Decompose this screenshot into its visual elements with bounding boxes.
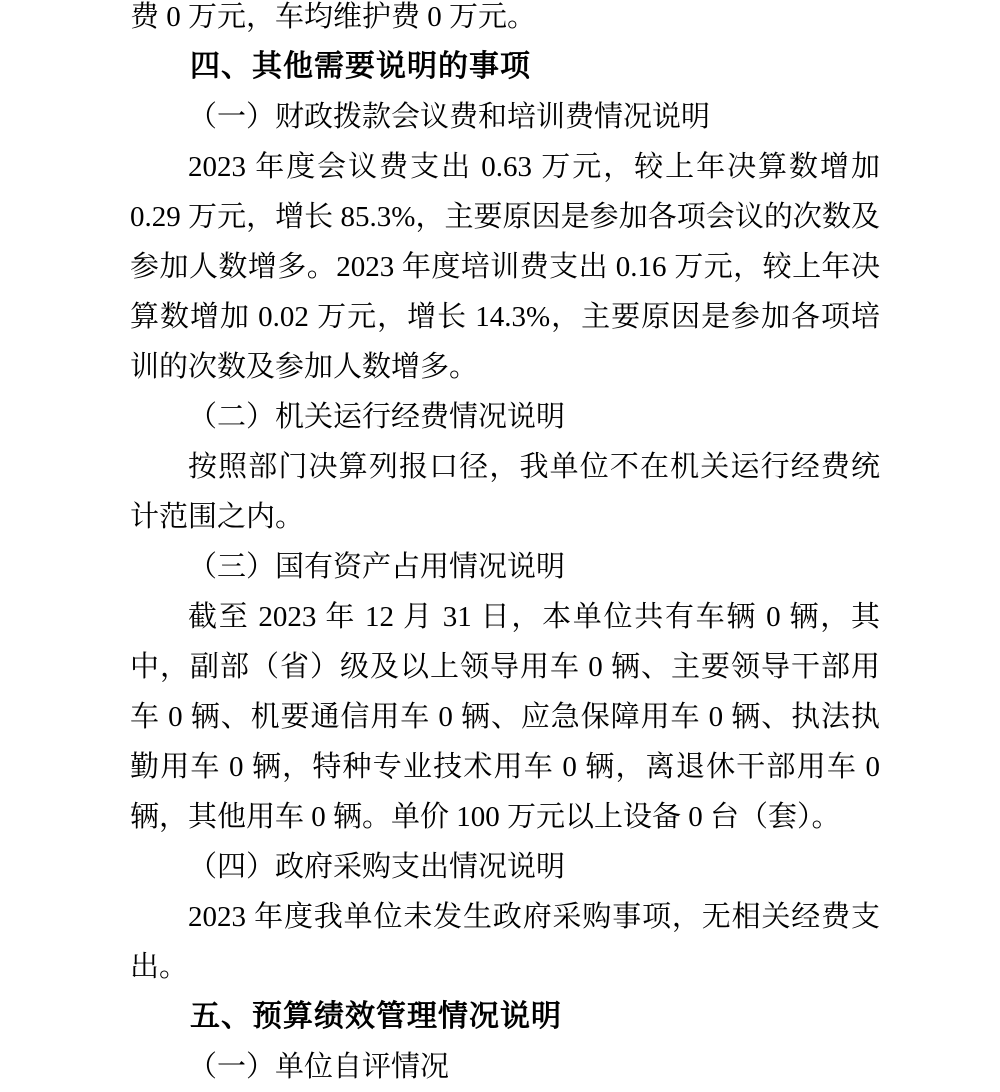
subsection-heading-agency-operating-funds: （二）机关运行经费情况说明 [188, 401, 566, 433]
paragraph-government-procurement-detail: 2023 年度我单位未发生政府采购事项，无相关经费支出。 [130, 901, 880, 983]
document-content [130, 0, 880, 1092]
paragraph-state-assets-detail: 截至 2023 年 12 月 31 日，本单位共有车辆 0 辆，其中，副部（省）级及以上领导用车 0 辆、主要领导干部用车 0 辆、机要通信用车 0 辆、应急保障用车 0 辆、执法执勤用车 0 辆，特种专业技术用车 0 辆，离退休干部用车 0 辆，其他用车 0 辆。单价 100 万元以上设备 0 台（套）。 [130, 601, 880, 833]
subsection-heading-government-procurement: （四）政府采购支出情况说明 [188, 851, 566, 883]
section-heading-budget-performance: 五、预算绩效管理情况说明 [190, 1000, 562, 1033]
subsection-heading-meeting-training-fees: （一）财政拨款会议费和培训费情况说明 [188, 101, 711, 133]
subsection-heading-self-evaluation: （一）单位自评情况 [188, 1051, 450, 1083]
paragraph-agency-operating-funds-detail: 按照部门决算列报口径，我单位不在机关运行经费统计范围之内。 [130, 451, 880, 533]
paragraph-meeting-training-fees-detail: 2023 年度会议费支出 0.63 万元，较上年决算数增加 0.29 万元，增长 85.3%，主要原因是参加各项会议的次数及参加人数增多。2023 年度培训费支出 0.16 万元，较上年决算数增加 0.02 万元，增长 14.3%，主要原因是参加各项培训的次数及参加人数增多。 [130, 151, 880, 383]
subsection-heading-state-assets: （三）国有资产占用情况说明 [188, 551, 566, 583]
paragraph-vehicle-cost-continuation: 费 0 万元，车均维护费 0 万元。 [130, 1, 537, 33]
section-heading-other-matters: 四、其他需要说明的事项 [190, 50, 531, 83]
